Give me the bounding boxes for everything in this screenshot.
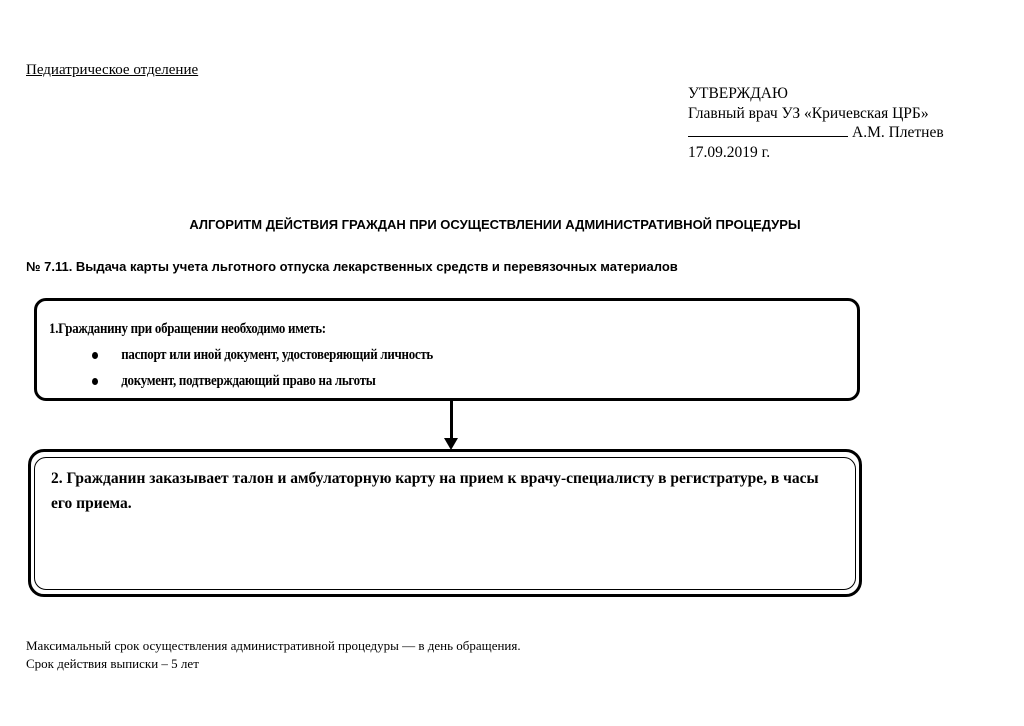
procedure-subtitle: № 7.11. Выдача карты учета льготного отпуска лекарственных средств и перевязочных материалов <box>26 259 678 274</box>
department-label: Педиатрическое отделение <box>26 62 199 78</box>
step-1-box <box>34 298 860 401</box>
list-item <box>92 368 433 394</box>
bullet-icon <box>92 352 98 359</box>
list-item-text: паспорт или иной документ, удостоверяющий личность <box>121 347 434 363</box>
max-term-note: Максимальный срок осуществления административной процедуры — в день обращения. <box>26 638 521 653</box>
approval-date: 17.09.2019 г. <box>688 143 771 161</box>
step-2-box <box>28 449 862 597</box>
signature-row <box>688 123 944 143</box>
approval-block <box>688 84 944 162</box>
signature-line <box>688 135 848 137</box>
required-documents-list <box>49 342 433 394</box>
bullet-icon <box>92 378 98 385</box>
document-title: АЛГОРИТМ ДЕЙСТВИЯ ГРАЖДАН ПРИ ОСУЩЕСТВЛЕНИИ АДМИНИСТРАТИВНОЙ ПРОЦЕДУРЫ <box>189 217 801 232</box>
step-1-heading: 1.Гражданину при обращении необходимо иметь: <box>49 321 326 337</box>
approve-word: УТВЕРЖДАЮ <box>688 85 788 102</box>
step-2-text: 2. Гражданин заказывает талон и амбулаторную карту на прием к врачу-специалисту в регистратуре, в часы его приема. <box>51 470 819 512</box>
list-item <box>92 342 433 368</box>
flow-connector-line <box>450 401 453 441</box>
approver-position: Главный врач УЗ «Кричевская ЦРБ» <box>688 104 929 122</box>
footer-notes <box>26 637 521 673</box>
list-item-text: документ, подтверждающий право на льготы <box>121 373 376 389</box>
signatory-name: А.М. Плетнев <box>852 124 944 141</box>
validity-note: Срок действия выписки – 5 лет <box>26 656 199 671</box>
